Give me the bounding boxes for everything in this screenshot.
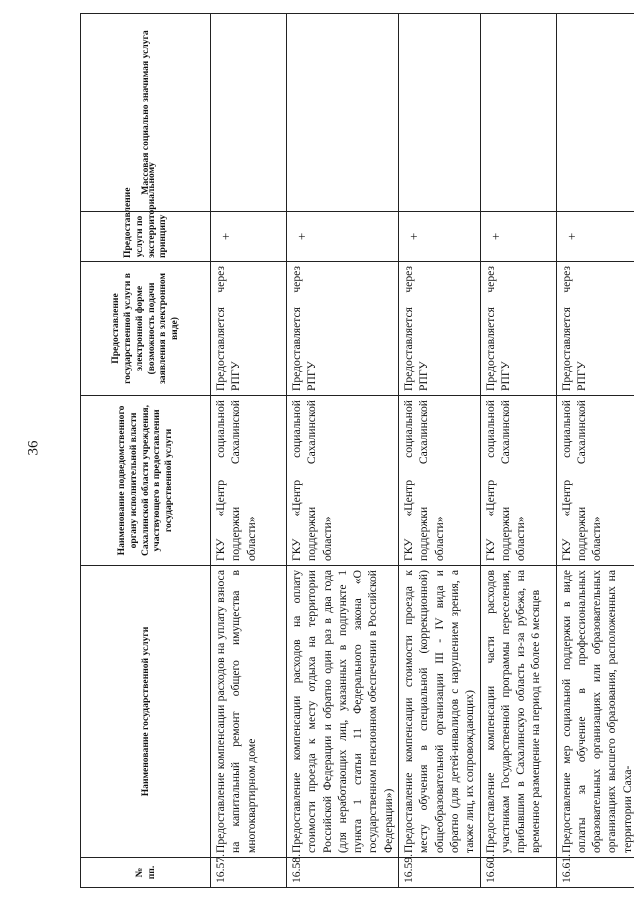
electronic-form: Предоставляется через РПГУ — [556, 262, 634, 396]
mass-service-cell — [556, 14, 634, 212]
header-service-name: Наименование государственной услуги — [81, 566, 211, 858]
mass-service-cell — [480, 14, 556, 212]
service-name: Предоставление компенсации расходов на уплату взноса на капитальный ремонт общего имущества в многоквартирном доме — [211, 566, 287, 858]
page-number: 36 — [25, 440, 42, 456]
row-number: 16.61. — [556, 858, 634, 888]
table-row — [480, 14, 556, 888]
table-row — [399, 14, 480, 888]
table-row — [556, 14, 634, 888]
table-row — [211, 14, 287, 888]
extraterritorial-mark: + — [556, 212, 634, 262]
extraterritorial-mark: + — [480, 212, 556, 262]
organ-name: ГКУ «Центр социальной поддержки Сахалинской области» — [211, 396, 287, 566]
service-name: Предоставление компенсации расходов на оплату стоимости проезда к месту отдыха на территории Российской Федерации и обратно один раз в два года (для неработающих лиц, указанных в подпункте 1 пункта 1 статьи 11 Федерального закона «О государственном пенсионном обеспечении в Российской Федерации») — [287, 566, 399, 858]
table-header-row — [81, 14, 211, 888]
row-number: 16.57. — [211, 858, 287, 888]
header-extraterritorial: Предоставление услуги по экстерриториальному принципу — [81, 212, 211, 262]
electronic-form: Предоставляется через РПГУ — [287, 262, 399, 396]
extraterritorial-mark: + — [399, 212, 480, 262]
organ-name: ГКУ «Центр социальной поддержки Сахалинской области» — [287, 396, 399, 566]
services-table — [80, 13, 634, 888]
rotated-table-page — [80, 14, 632, 888]
extraterritorial-mark: + — [287, 212, 399, 262]
header-mass-service: Массовая социально значимая услуга — [81, 14, 211, 212]
service-name: Предоставление мер социальной поддержки в виде оплаты за обучение в профессиональных образовательных организациях или образовательных организациях высшего образования, расположенных на территории Саха- — [556, 566, 634, 858]
extraterritorial-mark: + — [211, 212, 287, 262]
organ-name: ГКУ «Центр социальной поддержки Сахалинской области» — [399, 396, 480, 566]
electronic-form: Предоставляется через РПГУ — [399, 262, 480, 396]
row-number: 16.58. — [287, 858, 399, 888]
electronic-form: Предоставляется через РПГУ — [211, 262, 287, 396]
header-num: № пп. — [81, 858, 211, 888]
mass-service-cell — [211, 14, 287, 212]
mass-service-cell — [399, 14, 480, 212]
organ-name: ГКУ «Центр социальной поддержки Сахалинской области» — [480, 396, 556, 566]
row-number: 16.59. — [399, 858, 480, 888]
header-organ: Наименование подведомственного органу исполнительной власти Сахалинской области учреждения, участвующего в предоставлении государственной услуги — [81, 396, 211, 566]
service-name: Предоставление компенсации части расходов участникам Государственной программы переселения, прибывшим в Сахалинскую область из-за рубежа, на временное размещение на период не более 6 месяцев — [480, 566, 556, 858]
mass-service-cell — [287, 14, 399, 212]
row-number: 16.60. — [480, 858, 556, 888]
electronic-form: Предоставляется через РПГУ — [480, 262, 556, 396]
service-name: Предоставление компенсации стоимости проезда к месту обучения в специальной (коррекционной) общеобразовательной организации III - IV вида и обратно (для детей-инвалидов с нарушением зрения, а также лиц, их сопровождающих) — [399, 566, 480, 858]
organ-name: ГКУ «Центр социальной поддержки Сахалинской области» — [556, 396, 634, 566]
table-row — [287, 14, 399, 888]
header-electronic: Предоставление государственной услуги в электронной форме (возможность подачи заявления в электронном виде) — [81, 262, 211, 396]
